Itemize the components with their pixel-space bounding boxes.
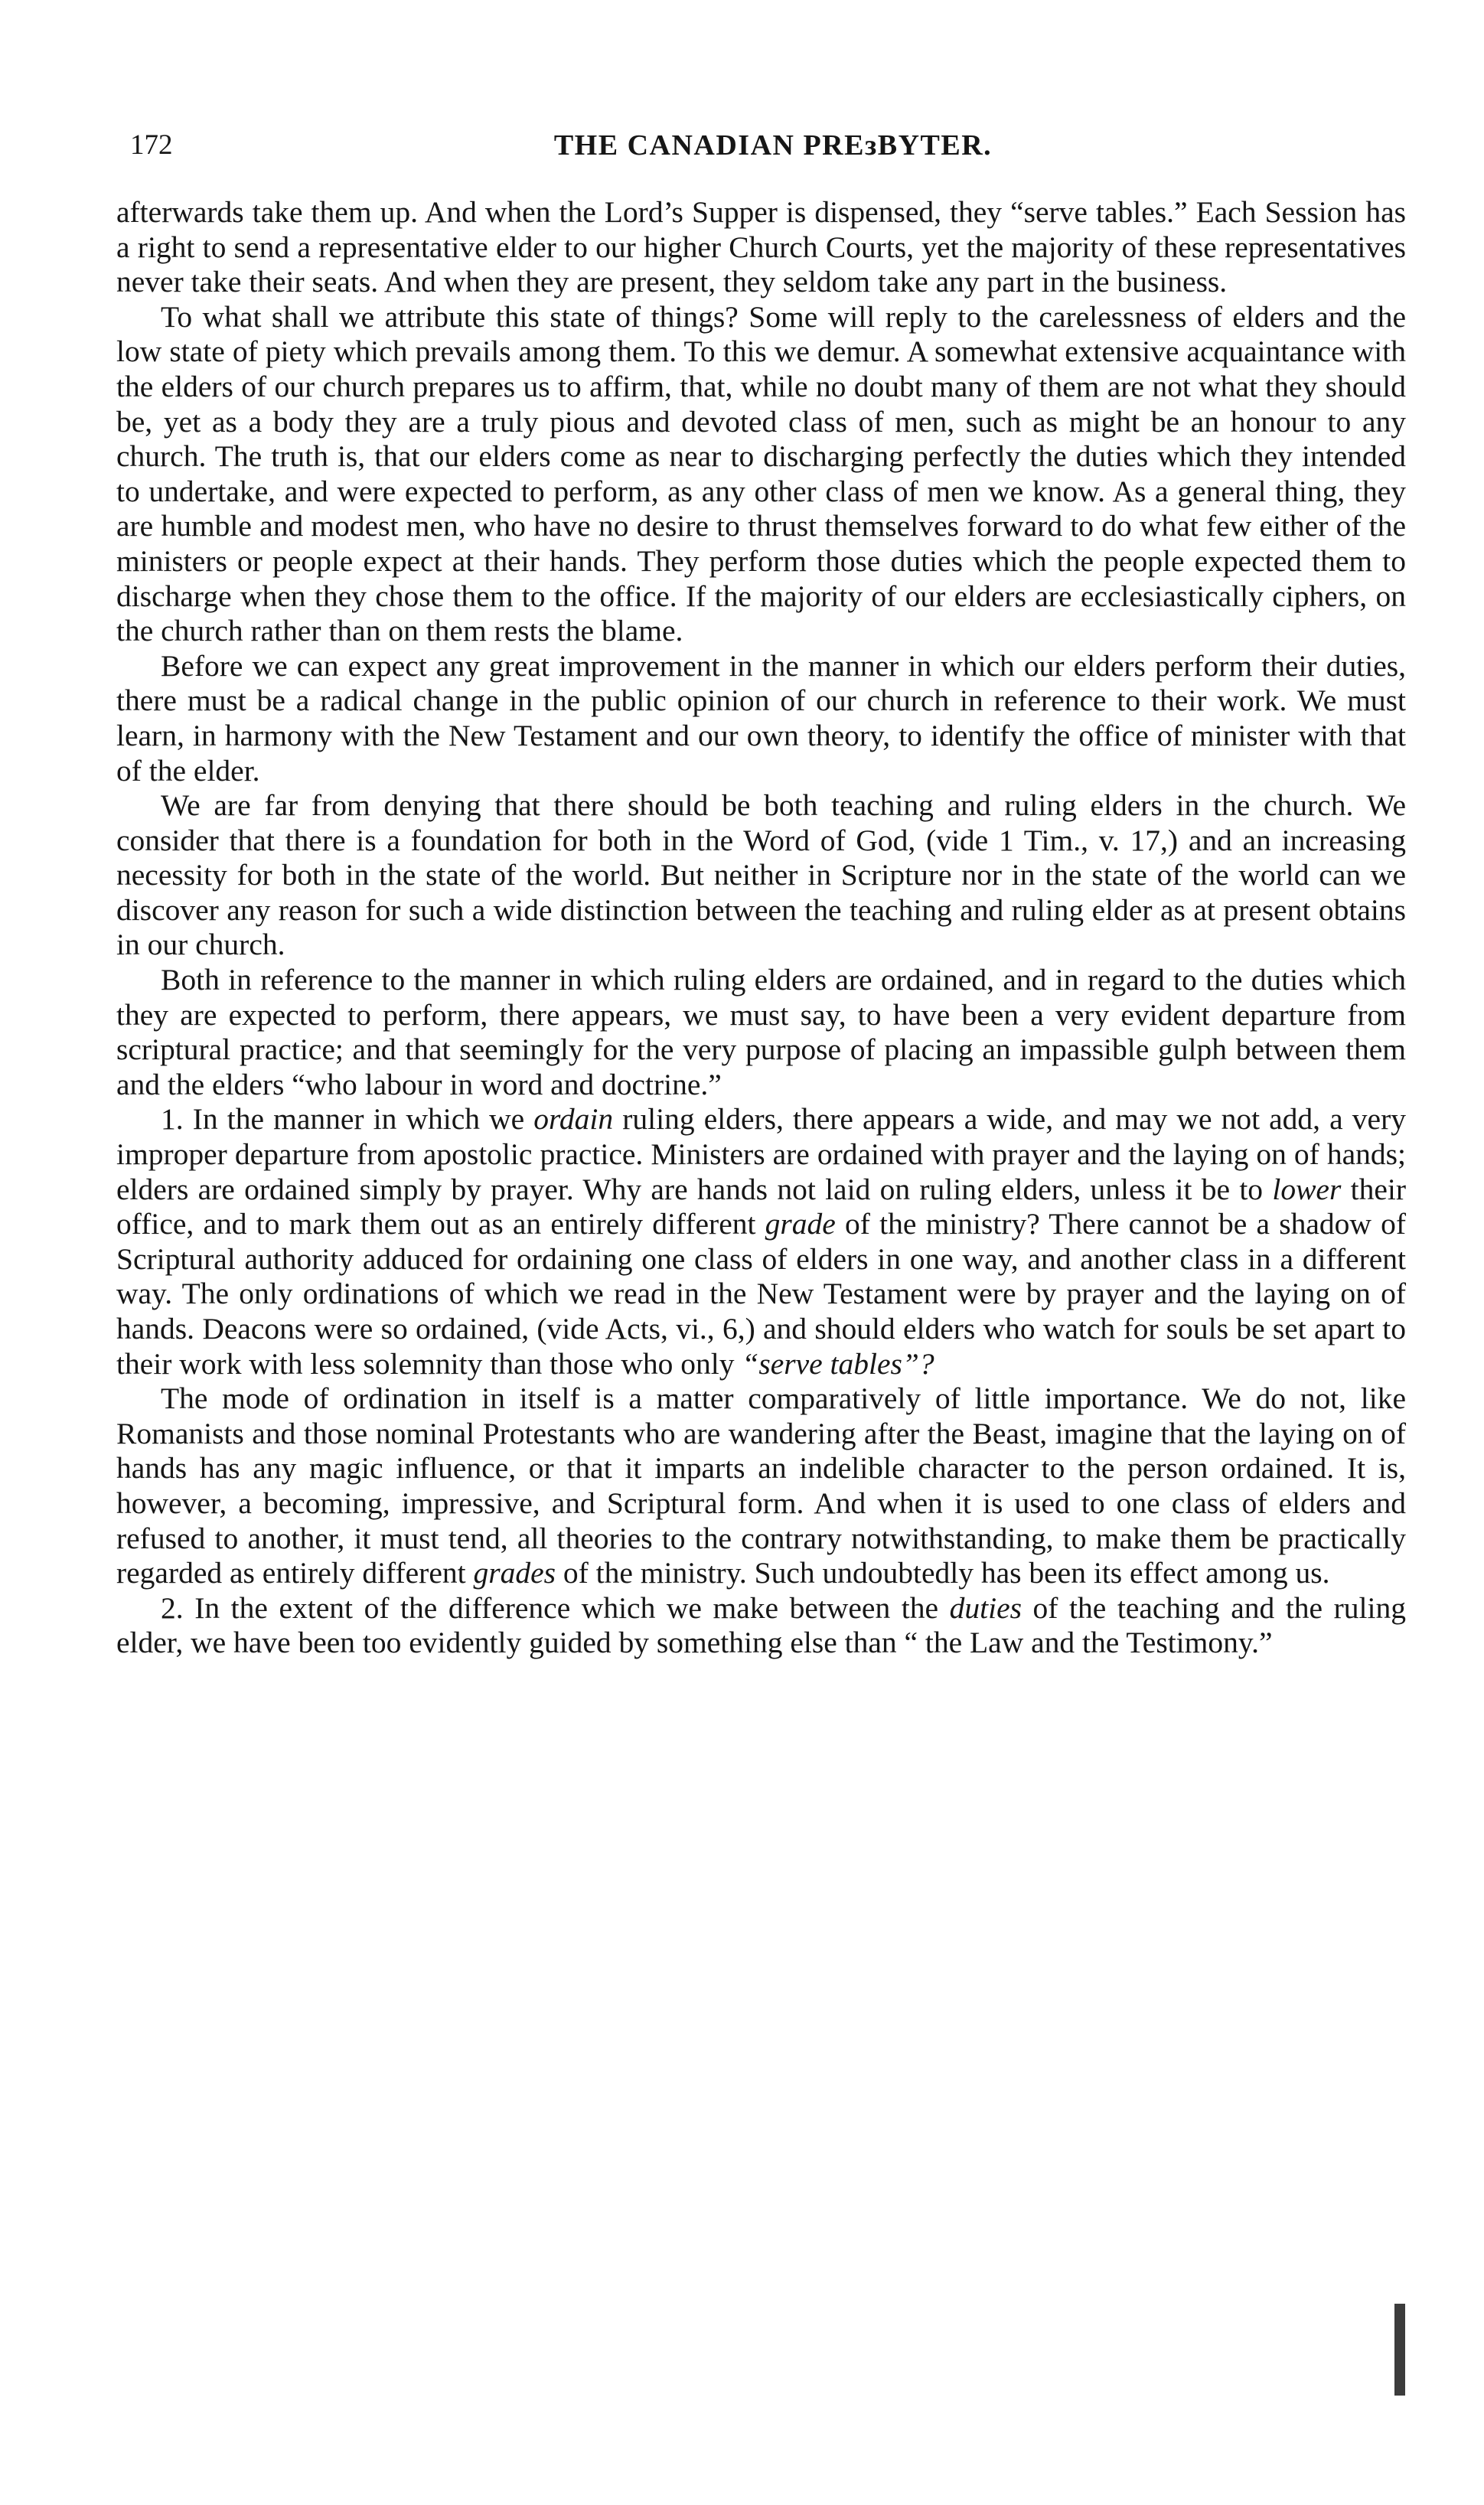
paragraph-8-text-b: of the teaching and the ruling elder, we have been too evidently guided by something else than “ the Law and the Testimony.” (116, 1590, 1406, 1660)
paragraph-6 (116, 1102, 1406, 1381)
paragraph-7-text-a: The mode of ordination in itself is a matter comparatively of little importance. We do not, like Romanists and those nominal Protestants who are wandering after the Beast, imagine that the laying on of hands has any magic influence, or that it imparts an indelible character to the person ordained. It is, however, a becoming, impressive, and Scriptural form. And when it is used to one class of elders and refused to another, it must tend, all theories to the contrary notwithstanding, to make them be practically regarded as entirely different (116, 1381, 1406, 1590)
paragraph-8-italic-duties: duties (949, 1590, 1022, 1625)
paragraph-7-italic-grades: grades (473, 1556, 556, 1590)
paragraph-6-italic-ordain: ordain (533, 1102, 614, 1137)
paragraph-6-text-c: their office, and to mark them out as an entirely different (116, 1172, 1406, 1241)
paragraph-6-text-a: 1. In the manner in which we (161, 1102, 534, 1137)
paragraph-5: Both in reference to the manner in which ruling elders are ordained, and in regard to the duties which they are expected to perform, there appears, we must say, to have been a very evident departure from scriptural practice; and that seemingly for the very purpose of placing an impassible gulph between them and the elders “who labour in word and doctrine.” (116, 963, 1406, 1101)
body-text (116, 195, 1406, 1661)
paragraph-2: To what shall we attribute this state of things? Some will reply to the carelessness of elders and the low state of piety which prevails among them. To this we demur. A somewhat extensive acquaintance with the elders of our church prepares us to affirm, that, while no doubt many of them are not what they should be, yet as a body they are a truly pious and devoted class of men, such as might be an honour to any church. The truth is, that our elders come as near to discharging perfectly the duties which they intended to undertake, and were expected to perform, as any other class of men we know. As a general thing, they are humble and modest men, who have no desire to thrust themselves forward to do what few either of the ministers or people expect at their hands. They perform those duties which the people expected them to discharge when they chose them to the office. If the majority of our elders are ecclesiastically ciphers, on the church rather than on them rests the blame. (116, 299, 1406, 648)
paragraph-8-text-a: 2. In the extent of the difference which we make between the (161, 1590, 950, 1625)
paragraph-8 (116, 1591, 1406, 1661)
paragraph-3: Before we can expect any great improvement in the manner in which our elders perform their duties, there must be a radical change in the public opinion of our church in reference to their work. We must learn, in harmony with the New Testament and our own theory, to identify the office of minister with that of the elder. (116, 648, 1406, 788)
scan-edge-mark (1394, 2304, 1405, 2396)
paragraph-7-text-b: of the ministry. Such undoubtedly has been its effect among us. (556, 1556, 1330, 1590)
paragraph-1: afterwards take them up. And when the Lord’s Supper is dispensed, they “serve tables.” Each Session has a right to send a representative elder to our higher Church Courts, yet the majority of these representatives never take their seats. And when they are present, they seldom take any part in the business. (116, 195, 1406, 299)
page-header (130, 122, 1416, 168)
paragraph-6-italic-grade: grade (765, 1207, 836, 1241)
running-head: THE CANADIAN PREзBYTER. (553, 129, 993, 161)
paragraph-4: We are far from denying that there should be both teaching and ruling elders in the church. We consider that there is a foundation for both in the Word of God, (vide 1 Tim., v. 17,) and an increasing necessity for both in the state of the world. But neither in Scripture nor in the state of the world can we discover any reason for such a wide distinction between the teaching and ruling elder as at present obtains in our church. (116, 788, 1406, 962)
page-number: 172 (130, 129, 173, 161)
paragraph-6-text-d: of the ministry? There cannot be a shadow of Scriptural authority adduced for ordaining one class of elders in one way, and another class in a different way. The only ordinations of which we read in the New Testament were by prayer and the laying on of hands. Deacons were so ordained, (vide Acts, vi., 6,) and should elders who watch for souls be set apart to their work with less solemnity than those who only (116, 1207, 1407, 1381)
paragraph-6-italic-lower: lower (1272, 1172, 1342, 1206)
paragraph-6-text-b: ruling elders, there appears a wide, and may we not add, a very improper departure from apostolic practice. Ministers are ordained with prayer and the laying on of hands; elders are ordained simply by prayer. Why are hands not laid on ruling elders, unless it be to (116, 1102, 1406, 1206)
paragraph-6-italic-serve-tables: “serve tables”? (742, 1346, 934, 1381)
paragraph-7 (116, 1381, 1406, 1591)
